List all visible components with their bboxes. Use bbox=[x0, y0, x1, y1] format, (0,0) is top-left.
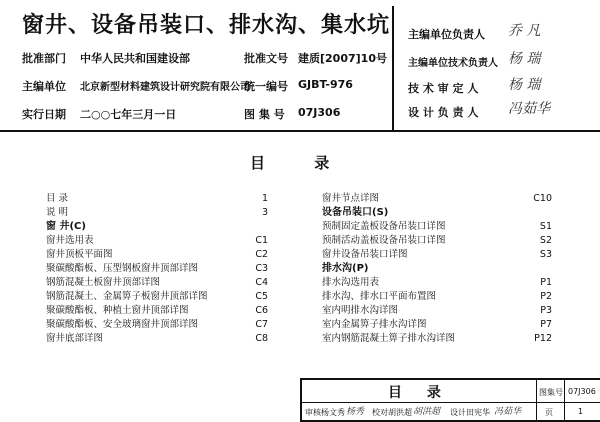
toc-item-page: 1 bbox=[261, 193, 268, 204]
toc-item-label: 室内金属箅子排水沟详图 bbox=[322, 319, 427, 330]
unified-no-label: 统一编号 bbox=[244, 80, 288, 93]
approve-dept-label: 批准部门 bbox=[22, 52, 66, 65]
list-item[interactable] bbox=[322, 318, 552, 332]
list-item[interactable] bbox=[46, 276, 268, 290]
approve-no-label: 批准文号 bbox=[244, 52, 288, 65]
list-item[interactable] bbox=[46, 206, 268, 220]
list-item[interactable] bbox=[322, 248, 552, 262]
toc-item-page: P1 bbox=[540, 277, 552, 288]
toc-item-label: 窗井选用表 bbox=[46, 235, 94, 246]
toc-item-label: 钢筋混凝土、金属箅子板窗井顶部详图 bbox=[46, 291, 208, 302]
toc-item-label: 室内明排水沟详图 bbox=[322, 305, 399, 316]
page-label: 页 bbox=[545, 408, 553, 417]
list-item[interactable] bbox=[46, 332, 268, 346]
toc-left-column bbox=[46, 192, 268, 346]
toc-item-label: 窗井设备吊装口详图 bbox=[322, 249, 408, 260]
toc-item-label: 窗井节点详图 bbox=[322, 193, 380, 204]
reviewer-label: 审核杨文秀 bbox=[305, 408, 345, 417]
editor-unit-value: 北京新型材料建筑设计研究院有限公司 bbox=[80, 82, 250, 93]
toc-right-column bbox=[322, 192, 552, 346]
toc-item-page: S2 bbox=[539, 235, 552, 246]
toc-item-label: 聚碳酸酯板、安全玻璃窗井顶部详图 bbox=[46, 319, 199, 330]
effective-date-label: 实行日期 bbox=[22, 108, 66, 121]
checker-signature: 胡洪超 bbox=[413, 407, 441, 417]
toc-item-label: 排水沟选用表 bbox=[322, 277, 380, 288]
atlas-no-label: 图 集 号 bbox=[244, 108, 285, 121]
toc-item-label: 聚碳酸酯板、种植土窗井顶部详图 bbox=[46, 305, 189, 316]
toc-item-page: C2 bbox=[255, 249, 268, 260]
list-item[interactable] bbox=[322, 304, 552, 318]
approve-no-value: 建质[2007]10号 bbox=[298, 52, 387, 65]
unified-no-value: GJBT-976 bbox=[298, 78, 353, 91]
list-item[interactable] bbox=[46, 192, 268, 206]
atlas-no-label: 图集号 bbox=[539, 388, 563, 397]
toc-item-page: C6 bbox=[255, 305, 268, 316]
title-block-divider bbox=[536, 378, 537, 422]
atlas-no-value: 07J306 bbox=[568, 387, 596, 396]
list-item[interactable] bbox=[46, 248, 268, 262]
signer-signature: 乔 凡 bbox=[508, 23, 541, 39]
reviewer-signature: 杨秀 bbox=[346, 407, 365, 417]
toc-item-page: C3 bbox=[255, 263, 268, 274]
toc-item-page: P7 bbox=[540, 319, 552, 330]
toc-item-page: P3 bbox=[540, 305, 552, 316]
list-item[interactable] bbox=[322, 192, 552, 206]
signer-label: 主编单位负责人 bbox=[408, 28, 485, 41]
toc-item-page: C5 bbox=[255, 291, 268, 302]
list-item[interactable] bbox=[322, 276, 552, 290]
list-item[interactable] bbox=[322, 234, 552, 248]
title-block-top-rule bbox=[300, 378, 600, 380]
toc-heading: 目 录 bbox=[250, 154, 352, 172]
toc-item-page: C10 bbox=[533, 193, 552, 204]
toc-item-label: 预制固定盖板设备吊装口详图 bbox=[322, 221, 446, 232]
designer-label: 设计田宪华 bbox=[450, 408, 490, 417]
header-bottom-rule bbox=[0, 130, 600, 132]
toc-section-heading bbox=[46, 220, 268, 234]
toc-item-label: 窗井顶板平面图 bbox=[46, 249, 113, 260]
toc-item-page: C8 bbox=[255, 333, 268, 344]
toc-item-label: 目 录 bbox=[46, 193, 69, 204]
toc-item-page: C4 bbox=[255, 277, 268, 288]
toc-item-page: P12 bbox=[534, 333, 552, 344]
toc-section-label: 排水沟(P) bbox=[322, 263, 369, 274]
signer-signature: 杨 瑞 bbox=[508, 51, 541, 67]
toc-item-label: 钢筋混凝土板窗井顶部详图 bbox=[46, 277, 161, 288]
toc-section-heading bbox=[322, 206, 552, 220]
toc-item-page: P2 bbox=[540, 291, 552, 302]
designer-signature: 冯茹华 bbox=[494, 407, 522, 417]
header-divider bbox=[392, 6, 394, 130]
title-block-title: 目 录 bbox=[388, 385, 451, 401]
toc-item-label: 排水沟、排水口平面布置图 bbox=[322, 291, 437, 302]
toc-item-label: 室内钢筋混凝土箅子排水沟详图 bbox=[322, 333, 456, 344]
toc-section-label: 窗 井(C) bbox=[46, 221, 86, 232]
title-block-mid-rule bbox=[300, 402, 600, 403]
toc-item-page: C1 bbox=[255, 235, 268, 246]
list-item[interactable] bbox=[46, 304, 268, 318]
checker-label: 校对胡洪超 bbox=[372, 408, 412, 417]
toc-item-page: C7 bbox=[255, 319, 268, 330]
page-number: 1 bbox=[578, 407, 584, 416]
toc-section-label: 设备吊装口(S) bbox=[322, 207, 389, 218]
toc-item-label: 聚碳酸酯板、压型钢板窗井顶部详图 bbox=[46, 263, 199, 274]
title-block-left-rule bbox=[300, 378, 302, 422]
signer-label: 主编单位技术负责人 bbox=[408, 58, 498, 69]
toc-item-page: S1 bbox=[539, 221, 552, 232]
effective-date-value: 二○○七年三月一日 bbox=[80, 108, 177, 121]
atlas-title: 窗井、设备吊装口、排水沟、集水坑 bbox=[22, 13, 391, 38]
list-item[interactable] bbox=[322, 220, 552, 234]
toc-item-page: S3 bbox=[539, 249, 552, 260]
editor-unit-label: 主编单位 bbox=[22, 80, 66, 93]
signer-signature: 冯茹华 bbox=[508, 101, 550, 117]
approve-dept-value: 中华人民共和国建设部 bbox=[80, 52, 190, 65]
toc-item-page: 3 bbox=[261, 207, 268, 218]
atlas-no-value: 07J306 bbox=[298, 106, 341, 119]
list-item[interactable] bbox=[322, 332, 552, 346]
list-item[interactable] bbox=[322, 290, 552, 304]
toc-item-label: 窗井底部详图 bbox=[46, 333, 104, 344]
signer-signature: 杨 瑞 bbox=[508, 77, 541, 93]
toc-item-label: 说 明 bbox=[46, 207, 69, 218]
title-block-divider bbox=[564, 378, 565, 422]
list-item[interactable] bbox=[46, 234, 268, 248]
toc-item-label: 预制活动盖板设备吊装口详图 bbox=[322, 235, 446, 246]
signer-label: 设 计 负 责 人 bbox=[408, 106, 479, 119]
list-item[interactable] bbox=[46, 290, 268, 304]
signer-label: 技 术 审 定 人 bbox=[408, 82, 479, 95]
list-item[interactable] bbox=[46, 262, 268, 276]
toc-section-heading bbox=[322, 262, 552, 276]
list-item[interactable] bbox=[46, 318, 268, 332]
